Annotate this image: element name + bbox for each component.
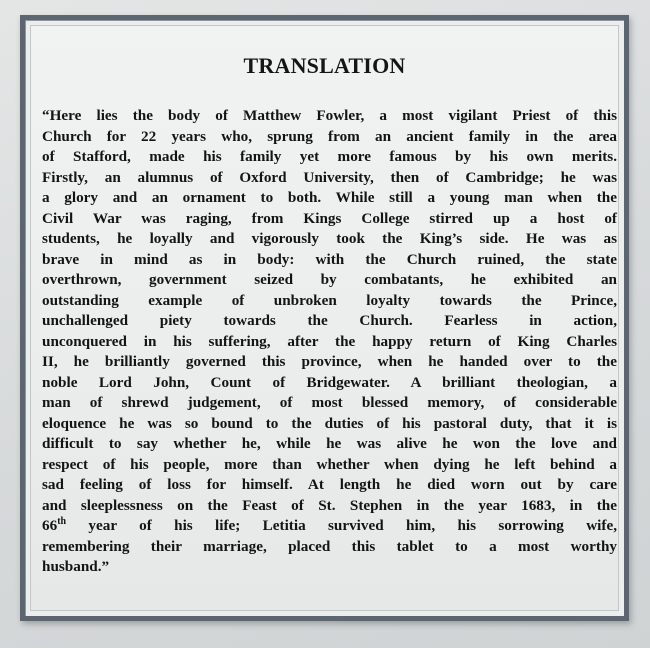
text-line: students, he loyally and vigorously took the King’s side. He was as: [42, 230, 617, 247]
text-line: of Stafford, made his family yet more famous by his own merits.: [42, 148, 617, 165]
text-line: “Here lies the body of Matthew Fowler, a most vigilant Priest of this: [42, 107, 617, 124]
text-line: outstanding example of unbroken loyalty towards the Prince,: [42, 291, 617, 309]
text-line: remembering their marriage, placed this tablet to a most worthy: [42, 537, 617, 555]
ordinal-number: 66: [42, 517, 58, 534]
plaque-title: TRANSLATION: [243, 53, 406, 78]
text-line: difficult to say whether he, while he was alive he won the love and: [42, 435, 617, 452]
text-line: II, he brilliantly governed this province, when he handed over to the: [42, 353, 617, 370]
text-line-last: husband.”: [42, 558, 110, 575]
text-line: respect of his people, more than whether when dying he left behind a: [42, 455, 617, 473]
text-line: overthrown, government seized by combatants, he exhibited an: [42, 271, 617, 288]
plaque-frame: [20, 15, 629, 621]
text-line: Firstly, an alumnus of Oxford University, then of Cambridge; he was: [42, 168, 617, 186]
text-line: noble Lord John, Count of Bridgewater. A brilliant theologian, a: [42, 373, 617, 391]
translation-text: [42, 106, 617, 578]
text-line: a glory and an ornament to both. While still a young man when the: [42, 189, 617, 206]
ordinal-line-rest: year of his life; Letitia survived him, his sorrowing wife,: [66, 517, 617, 534]
text-line: man of shrewd judgement, of most blessed memory, of considerable: [42, 394, 617, 411]
text-line-ordinal: [42, 516, 617, 537]
text-line: and sleeplessness on the Feast of St. Stephen in the year 1683, in the: [42, 496, 617, 514]
text-line: unconquered in his suffering, after the happy return of King Charles: [42, 332, 617, 350]
text-line: brave in mind as in body: with the Church ruined, the state: [42, 250, 617, 268]
plaque-panel: [30, 25, 619, 611]
text-line: sad feeling of loss for himself. At length he died worn out by care: [42, 476, 617, 493]
text-line: Civil War was raging, from Kings College stirred up a host of: [42, 209, 617, 227]
text-line: unchallenged piety towards the Church. Fearless in action,: [42, 312, 617, 329]
text-line: eloquence he was so bound to the duties of his pastoral duty, that it is: [42, 414, 617, 432]
text-line: Church for 22 years who, sprung from an ancient family in the area: [42, 127, 617, 145]
ordinal-suffix: th: [57, 516, 67, 527]
